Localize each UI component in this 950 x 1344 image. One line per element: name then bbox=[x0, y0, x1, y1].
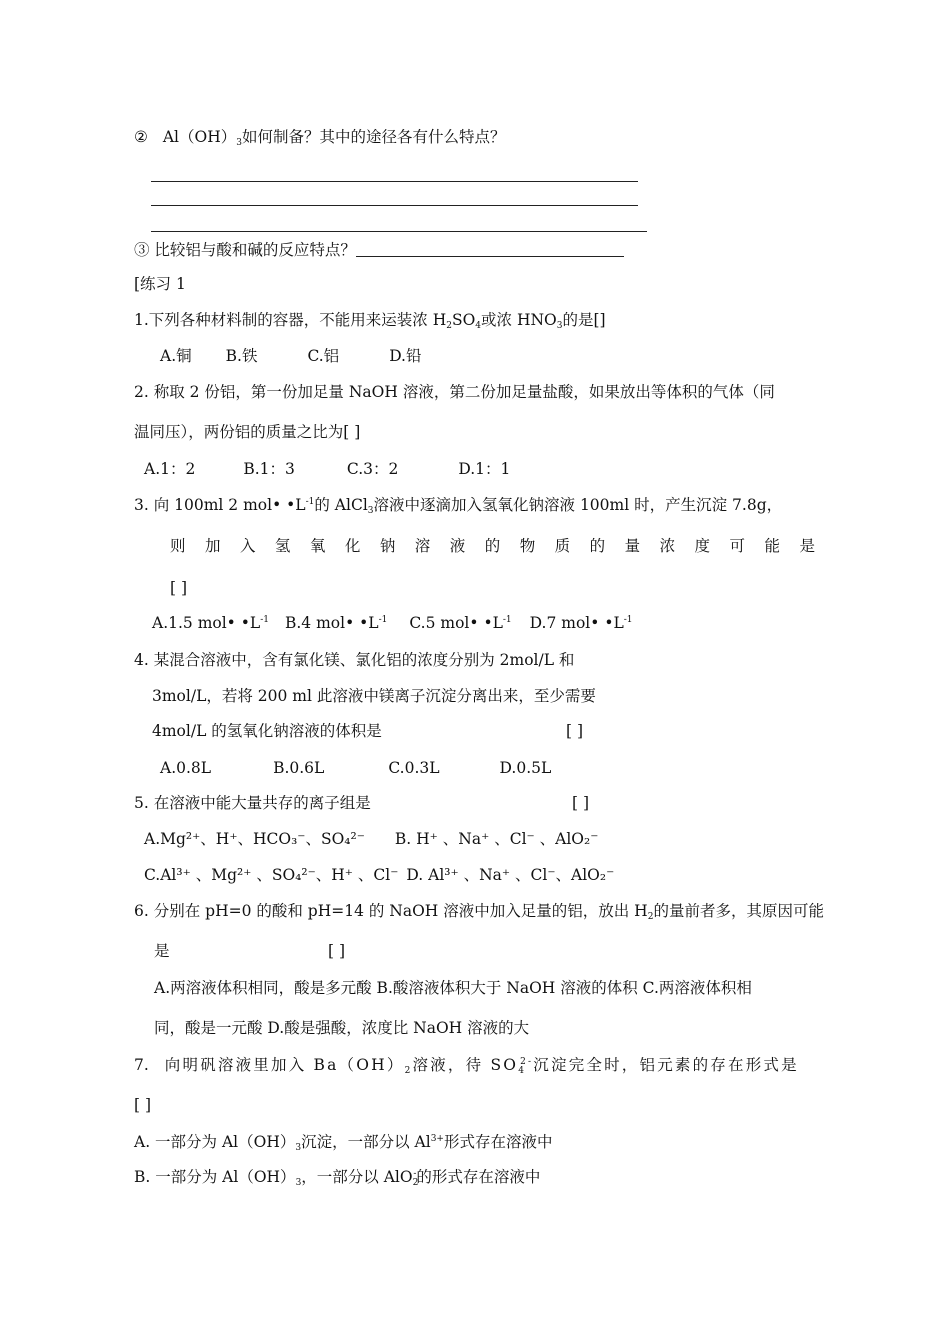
problem-3-bracket[interactable]: [ ] bbox=[170, 579, 188, 597]
problem-6-line-4: 同，酸是一元酸 D.酸是强酸，浓度比 NaOH 溶液的大 bbox=[154, 1019, 530, 1037]
problem-1: 1.下列各种材料制的容器，不能用来运装浓 $H_2SO_4$或浓 $HNO_3$的是[] bbox=[134, 311, 606, 331]
q2-marker: ② bbox=[134, 128, 148, 146]
option-d[interactable]: D.0.5L bbox=[499, 759, 552, 777]
problem-4-line-1: 4. 某混合溶液中，含有氯化镁、氯化铝的浓度分别为 2mol/L 和 bbox=[134, 651, 575, 669]
problem-4-line-3: 4mol/L 的氢氧化钠溶液的体积是 bbox=[152, 722, 382, 740]
justified-char: 的 bbox=[484, 537, 501, 555]
justified-char: 则 bbox=[170, 537, 186, 555]
answer-line-3[interactable] bbox=[151, 231, 647, 232]
problem-2-options bbox=[144, 458, 510, 480]
problem-4-bracket[interactable]: [ ] bbox=[566, 722, 584, 740]
answer-line-2[interactable] bbox=[151, 205, 638, 206]
option-a[interactable]: A.铜 bbox=[160, 347, 192, 365]
option-b[interactable]: B. H⁺ 、Na⁺ 、Cl⁻ 、AlO₂⁻ bbox=[394, 830, 599, 848]
option-b[interactable]: B.1：3 bbox=[243, 460, 295, 478]
option-a[interactable]: A.1：2 bbox=[144, 460, 196, 478]
problem-6-line-2: 是 bbox=[154, 942, 170, 960]
justified-char: 浓 bbox=[659, 537, 676, 555]
problem-7-option-b[interactable]: B. 一部分为 $Al(OH)_3$，一部分以 AlO$_2$-的形式存在溶液中 bbox=[134, 1168, 541, 1188]
option-a[interactable]: A.Mg²⁺、H⁺、HCO₃⁻、SO₄²⁻ bbox=[144, 830, 365, 848]
option-a[interactable]: A.1.5 mol• $•L^{-1}$ bbox=[152, 614, 269, 632]
problem-6-bracket[interactable]: [ ] bbox=[328, 942, 346, 960]
problem-3-options bbox=[152, 612, 633, 634]
justified-char: 溶 bbox=[414, 537, 431, 555]
problem-7-line-1: 7. 向明矾溶液里加入 $Ba(OH)_2$溶液，待 $SO_4^{2-}$沉淀完全时，铝元素的存在形式是 bbox=[134, 1056, 799, 1076]
option-d[interactable]: D.7 mol• $•L^{-1}$ bbox=[529, 614, 633, 632]
problem-5-options-cd bbox=[144, 864, 614, 886]
option-c[interactable]: C.0.3L bbox=[388, 759, 440, 777]
problem-2-line-2: 温同压），两份铝的质量之比为[ ] bbox=[134, 423, 361, 441]
justified-char: 度 bbox=[694, 537, 711, 555]
option-d[interactable]: D.1：1 bbox=[458, 460, 511, 478]
option-b[interactable]: B.铁 bbox=[225, 347, 258, 365]
option-c[interactable]: C.Al³⁺ 、Mg²⁺ 、SO₄²⁻、H⁺ 、Cl⁻ bbox=[144, 866, 399, 884]
option-c[interactable]: C.3：2 bbox=[346, 460, 399, 478]
justified-char: 氢 bbox=[274, 537, 291, 555]
problem-1-options bbox=[160, 345, 422, 367]
answer-blank[interactable] bbox=[356, 240, 624, 257]
practice-heading: [练习 1 bbox=[134, 275, 186, 293]
question-2: ② $Al(OH)_3$如何制备？其中的途径各有什么特点？ bbox=[134, 128, 506, 148]
justified-char: 能 bbox=[764, 537, 780, 555]
problem-5-options-ab bbox=[144, 828, 598, 850]
option-a[interactable]: A.0.8L bbox=[160, 759, 212, 777]
problem-6-line-1: 6. 分别在 pH=0 的酸和 pH=14 的 NaOH 溶液中加入足量的铝，放出 $H_2$的量前者多，其原因可能 bbox=[134, 902, 824, 922]
option-b[interactable]: B.4 mol• $•L^{-1}$ bbox=[284, 614, 388, 632]
justified-char: 量 bbox=[624, 537, 641, 555]
problem-5-line-1: 5. 在溶液中能大量共存的离子组是 bbox=[134, 794, 371, 812]
justified-char: 质 bbox=[554, 537, 571, 555]
justified-char: 加 bbox=[204, 537, 221, 555]
problem-5-bracket[interactable]: [ ] bbox=[572, 794, 590, 812]
justified-char: 氧 bbox=[309, 537, 326, 555]
problem-7-option-a[interactable]: A. 一部分为 $Al(OH)_3$沉淀，一部分以 $Al^{3+}$形式存在溶液中 bbox=[134, 1133, 553, 1153]
justified-char: 可 bbox=[729, 537, 746, 555]
problem-2-line-1: 2. 称取 2 份铝，第一份加足量 NaOH 溶液，第二份加足量盐酸，如果放出等体积的气体（同 bbox=[134, 383, 775, 401]
justified-char: 的 bbox=[589, 537, 606, 555]
problem-7-bracket[interactable]: [ ] bbox=[134, 1096, 152, 1114]
option-b[interactable]: B.0.6L bbox=[273, 759, 325, 777]
option-c[interactable]: C.铝 bbox=[307, 347, 340, 365]
option-d[interactable]: D.铅 bbox=[389, 347, 422, 365]
problem-4-line-2: 3mol/L，若将 200 ml 此溶液中镁离子沉淀分离出来，至少需要 bbox=[152, 687, 596, 705]
problem-6-line-3: A.两溶液体积相同，酸是多元酸 B.酸溶液体积大于 NaOH 溶液的体积 C.两溶液体积相 bbox=[154, 979, 752, 997]
option-d[interactable]: D. Al³⁺ 、Na⁺ 、Cl⁻、AlO₂⁻ bbox=[406, 866, 615, 884]
question-3: ③ 比较铝与酸和碱的反应特点？ bbox=[134, 239, 624, 261]
justified-char: 液 bbox=[449, 537, 466, 555]
justified-char: 是 bbox=[799, 537, 815, 555]
justified-char: 化 bbox=[344, 537, 361, 555]
justified-char: 入 bbox=[239, 537, 256, 555]
option-c[interactable]: C.5 mol• $•L^{-1}$ bbox=[409, 614, 512, 632]
problem-4-options bbox=[160, 757, 551, 779]
problem-3-line-2 bbox=[170, 535, 815, 557]
problem-3-line-1: 3. 向 100ml 2 mol• $•L^{-1}$的 AlCl$_3$溶液中逐滴加入氢氧化钠溶液 100ml 时，产生沉淀 7.8g， bbox=[134, 496, 783, 516]
justified-char: 物 bbox=[519, 537, 536, 555]
justified-char: 钠 bbox=[379, 537, 396, 555]
answer-line-1[interactable] bbox=[151, 181, 638, 182]
